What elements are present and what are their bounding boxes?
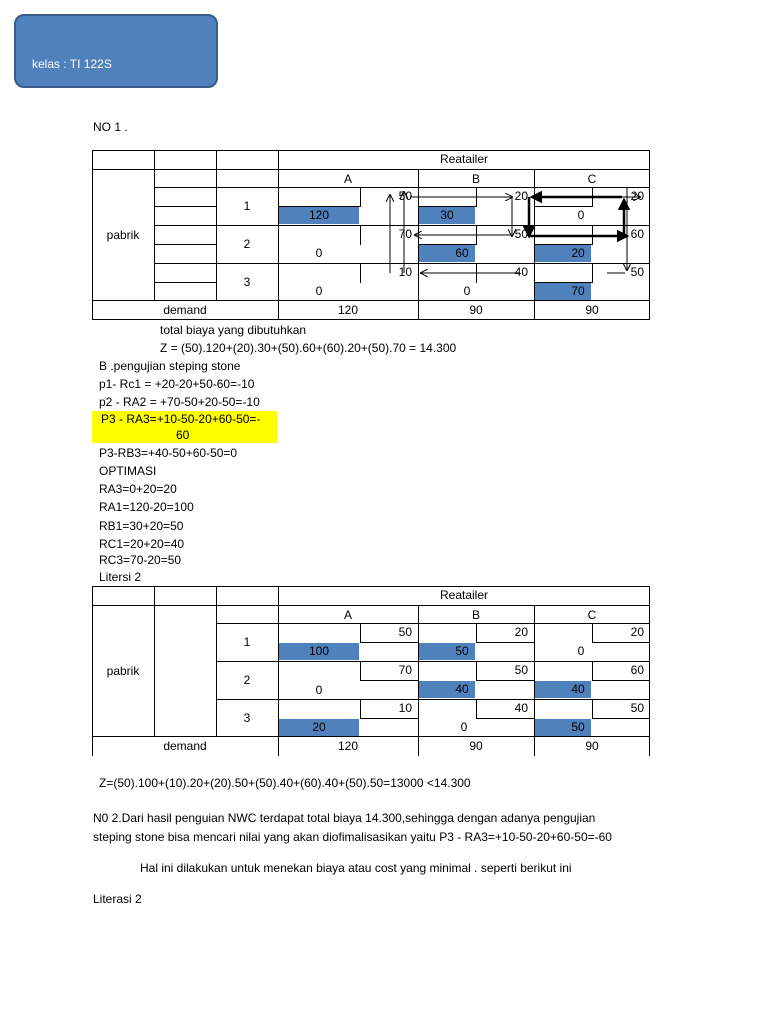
allocation-cell: 50 [455, 644, 469, 658]
cost-cell: 60 [630, 663, 644, 677]
test-p3-rb3: P3-RB3=+40-50+60-50=0 [99, 446, 238, 460]
cost-cell: 10 [398, 701, 412, 715]
z-equation-iteration-2: Z=(50).100+(10).20+(20).50+(50).40+(60).40+(50).50=13000 <14.300 [99, 776, 471, 790]
factory-label-2: 2 [243, 673, 251, 687]
grid-line [360, 680, 418, 681]
answer-no2-line2: steping stone bisa mencari nilai yang akan diofimalisasikan yaitu P3 - RA3=+10-50-20+60-50=-60 [93, 830, 612, 844]
cost-cell: 50 [630, 701, 644, 715]
column-header-a: A [343, 172, 352, 186]
grid-line [592, 699, 593, 719]
cost-cell: 40 [514, 265, 528, 279]
column-header-b: B [471, 608, 480, 622]
grid-line [154, 586, 155, 736]
cost-cell: 60 [630, 227, 644, 241]
demand-value: 90 [585, 303, 599, 317]
retailer-header: Reatailer [439, 152, 489, 166]
cost-cell: 70 [398, 227, 412, 241]
grid-line [92, 736, 650, 737]
allocation-cell: 0 [463, 284, 471, 298]
demand-label: demand [163, 739, 207, 753]
demand-value: 120 [337, 739, 359, 753]
cost-cell: 70 [398, 663, 412, 677]
test-p1: p1- Rc1 = +20-20+50-60=-10 [99, 377, 255, 391]
cost-cell: 50 [630, 265, 644, 279]
cost-cell: 20 [514, 625, 528, 639]
z-equation: Z = (50).120+(20).30+(50).60+(60).20+(50).70 = 14.300 [160, 341, 457, 355]
column-header-c: C [587, 608, 597, 622]
factory-label-3: 3 [243, 275, 251, 289]
allocation-cell: 0 [315, 246, 323, 260]
demand-value: 120 [337, 303, 359, 317]
grid-line [476, 661, 477, 681]
allocation-cell: 20 [571, 246, 585, 260]
grid-line [360, 623, 361, 643]
answer-no2-line1: N0 2.Dari hasil penguian NWC terdapat total biaya 14.300,sehingga dengan adanya pengujian [93, 811, 596, 825]
cost-cell: 10 [398, 265, 412, 279]
opt-rc1: RC1=20+20=40 [99, 537, 185, 551]
allocation-cell: 0 [315, 683, 323, 697]
allocation-cell: 120 [308, 208, 330, 222]
row-header-pabrik: pabrik [106, 228, 140, 242]
allocation-cell: 70 [571, 284, 585, 298]
grid-line [216, 661, 650, 662]
explanation-text: Hal ini dilakukan untuk menekan biaya atau cost yang minimal . seperti berikut ini [140, 861, 572, 875]
retailer-header: Reatailer [439, 588, 489, 602]
grid-line [592, 623, 593, 643]
test-p2: p2 - RA2 = +70-50+20-50=-10 [99, 395, 260, 409]
allocation-cell: 20 [312, 720, 326, 734]
optimasi-title: OPTIMASI [99, 464, 157, 478]
factory-label-2: 2 [243, 237, 251, 251]
grid-line [476, 699, 477, 719]
cost-cell: 20 [514, 189, 528, 203]
section-title-no1: NO 1 . [93, 120, 128, 134]
allocation-cell: 40 [455, 682, 469, 696]
test-p3-line2: 60 [176, 428, 190, 442]
test-p3-line1: P3 - RA3=+10-50-20+60-50=- [101, 412, 261, 426]
opt-ra3: RA3=0+20=20 [99, 482, 177, 496]
allocation-cell: 40 [571, 682, 585, 696]
grid-line [216, 623, 650, 624]
factory-label-3: 3 [243, 711, 251, 725]
row-header-pabrik: pabrik [106, 664, 140, 678]
allocation-cell: 0 [577, 644, 585, 658]
column-header-c: C [587, 172, 597, 186]
opt-rc3: RC3=70-20=50 [99, 553, 182, 567]
cost-cell: 20 [630, 189, 644, 203]
cost-cell: 40 [514, 701, 528, 715]
opt-ra1: RA1=120-20=100 [99, 500, 194, 514]
cost-cell: 50 [398, 625, 412, 639]
grid-line [360, 699, 361, 719]
demand-label: demand [163, 303, 207, 317]
demand-value: 90 [469, 739, 483, 753]
class-label: kelas : TI 122S [32, 57, 112, 71]
demand-value: 90 [469, 303, 483, 317]
demand-value: 90 [585, 739, 599, 753]
stepping-stone-path-arrows [0, 0, 768, 340]
cost-cell: 50 [514, 663, 528, 677]
grid-line [216, 699, 650, 700]
factory-label-1: 1 [243, 199, 251, 213]
iteration-2-label: Literasi 2 [93, 892, 142, 906]
grid-line [360, 718, 418, 719]
cost-cell: 20 [630, 625, 644, 639]
opt-rb1: RB1=30+20=50 [99, 519, 184, 533]
allocation-cell: 60 [455, 246, 469, 260]
grid-line [592, 661, 593, 681]
grid-line [92, 605, 650, 606]
column-header-b: B [471, 172, 480, 186]
total-cost-label: total biaya yang dibutuhkan [160, 323, 307, 337]
column-header-a: A [343, 608, 352, 622]
allocation-cell: 50 [571, 720, 585, 734]
cost-cell: 50 [398, 189, 412, 203]
stepping-stone-title: B .pengujian steping stone [99, 359, 241, 373]
grid-line [360, 642, 418, 643]
allocation-cell: 100 [308, 644, 330, 658]
allocation-cell: 0 [460, 720, 468, 734]
grid-line [476, 623, 477, 643]
allocation-cell: 0 [577, 208, 585, 222]
allocation-cell: 30 [440, 208, 454, 222]
iteration-2-title: Litersi 2 [99, 570, 142, 584]
grid-line [360, 661, 361, 681]
factory-label-1: 1 [243, 635, 251, 649]
cost-cell: 50 [514, 227, 528, 241]
allocation-cell: 0 [315, 284, 323, 298]
